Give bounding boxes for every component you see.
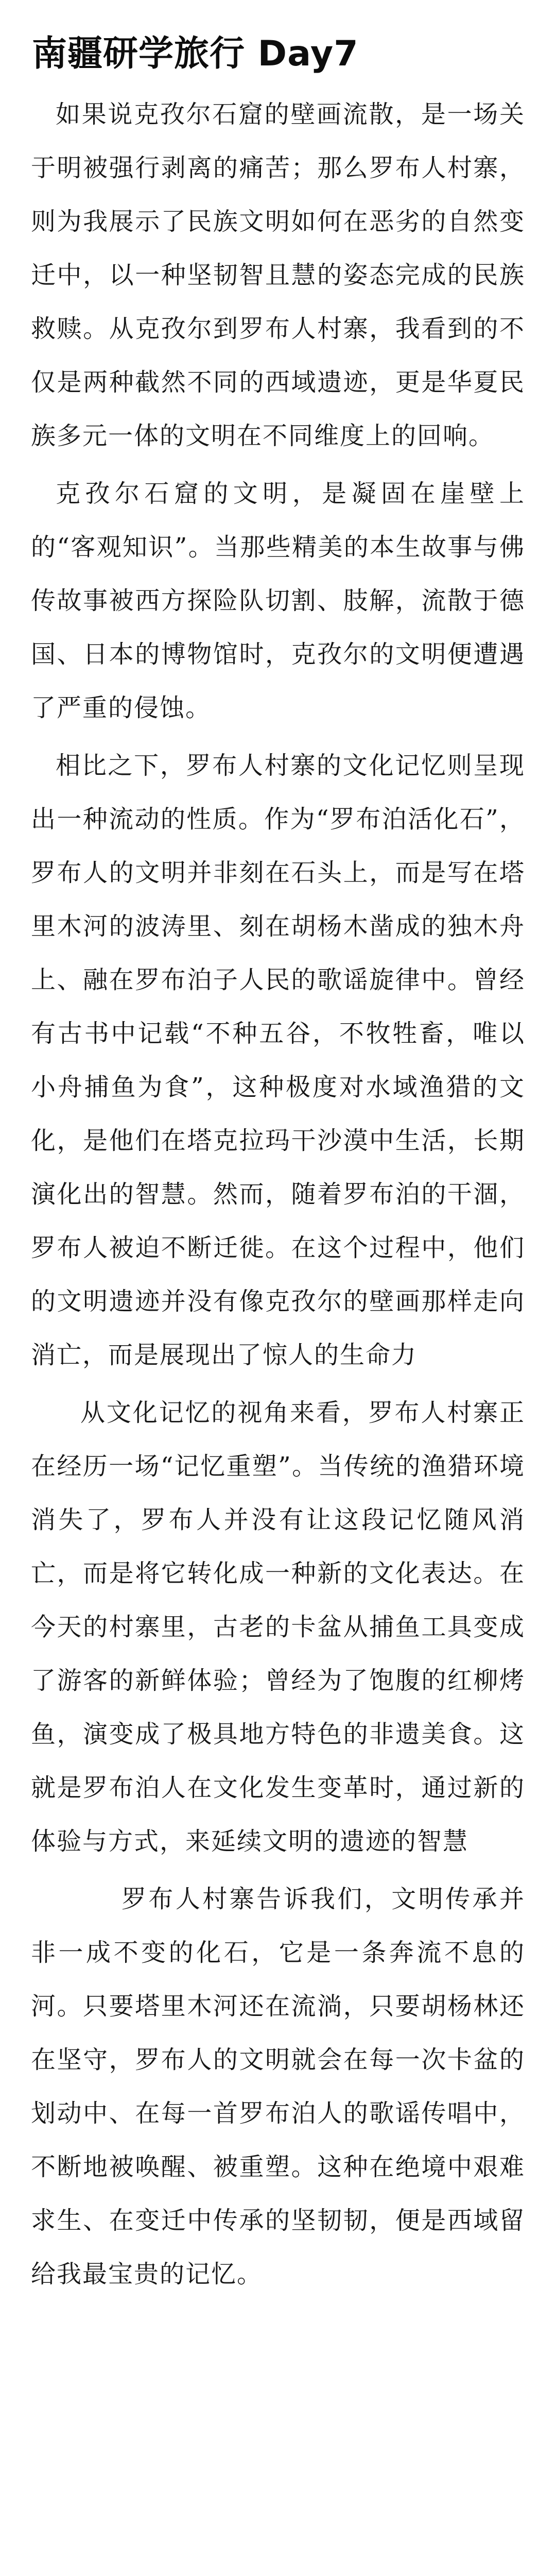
paragraph-2: 克孜尔石窟的文明，是凝固在崖壁上的“客观知识”。当那些精美的本生故事与佛传故事被西方探险队切割、肢解，流散于德国、日本的博物馆时，克孜尔的文明便遭遇了严重的侵蚀。	[31, 479, 525, 722]
paragraph-1: 如果说克孜尔石窟的壁画流散，是一场关于明被强行剥离的痛苦；那么罗布人村寨，则为我展示了民族文明如何在恶劣的自然变迁中，以一种坚韧智且慧的姿态完成的民族救赎。从克孜尔到罗布人村寨，我看到的不仅是两种截然不同的西域遗迹，更是华夏民族多元一体的文明在不同维度上的回响。	[31, 100, 525, 450]
essay-body	[31, 88, 525, 2301]
paragraph-4: 从文化记忆的视角来看，罗布人村寨正在经历一场“记忆重塑”。当传统的渔猎环境消失了，罗布人并没有让这段记忆随风消亡，而是将它转化成一种新的文化表达。在今天的村寨里，古老的卡盆从捕鱼工具变成了游客的新鲜体验；曾经为了饱腹的红柳烤鱼，演变成了极具地方特色的非遗美食。这就是罗布泊人在文化发生变革时，通过新的体验与方式，来延续文明的遗迹的智慧	[31, 1398, 525, 1856]
paragraph-5: 罗布人村寨告诉我们，文明传承并非一成不变的化石，它是一条奔流不息的河。只要塔里木河还在流淌，只要胡杨林还在坚守，罗布人的文明就会在每一次卡盆的划动中、在每一首罗布泊人的歌谣传唱中，不断地被唤醒、被重塑。这种在绝境中艰难求生、在变迁中传承的坚韧韧，便是西域留给我最宝贵的记忆。	[31, 1885, 525, 2289]
paragraph-3: 相比之下，罗布人村寨的文化记忆则呈现出一种流动的性质。作为“罗布泊活化石”，罗布人的文明并非刻在石头上，而是写在塔里木河的波涛里、刻在胡杨木凿成的独木舟上、融在罗布泊子人民的歌谣旋律中。曾经有古书中记载“不种五谷，不牧牲畜，唯以小舟捕鱼为食”，这种极度对水域渔猎的文化，是他们在塔克拉玛干沙漠中生活，长期演化出的智慧。然而，随着罗布泊的干涸，罗布人被迫不断迁徙。在这个过程中，他们的文明遗迹并没有像克孜尔的壁画那样走向消亡，而是展现出了惊人的生命力	[31, 751, 525, 1369]
page-title: 南疆研学旅行 Day7	[32, 33, 359, 74]
